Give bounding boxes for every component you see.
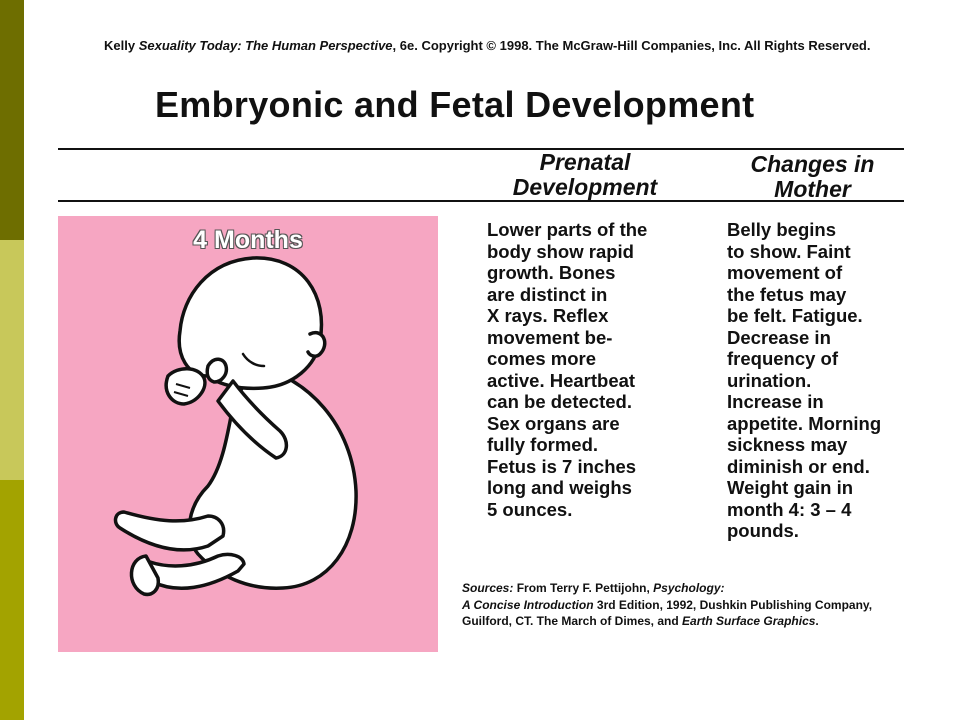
sources-end: . xyxy=(815,614,819,628)
sources-label: Sources: xyxy=(462,581,514,595)
sources-part2: 3rd Edition, 1992, Dushkin Publishing Company, Guilford, CT. The March of Dimes, and xyxy=(462,597,873,628)
copyright-line xyxy=(104,38,904,53)
sources-credit: Earth Surface Graphics xyxy=(682,614,816,628)
mother-heading-line1: Changes in xyxy=(750,151,875,177)
mother-changes-description: Belly begins to show. Faint movement of the fetus may be felt. Fatigue. Decrease in frequency of urination. Increase in appetite. Morning sickness may diminish or end. Weight gain in month 4: 3 – 4 pounds. xyxy=(727,219,882,541)
stage-label: 4 Months xyxy=(193,226,303,254)
fetus-image-panel xyxy=(58,216,438,652)
side-band-bottom xyxy=(0,480,24,720)
sources-book-title-b: A Concise Introduction xyxy=(462,597,594,612)
copyright-book-title: Sexuality Today: The Human Perspective xyxy=(138,38,393,53)
prenatal-description: Lower parts of the body show rapid growth. Bones are distinct in X rays. Reflex movement be- comes more active. Heartbeat can be detected. Sex organs are fully formed. Fetus is 7 inches long and weighs 5 ounces. xyxy=(487,219,648,520)
mother-column-heading xyxy=(715,152,910,202)
fetus-illustration-icon xyxy=(58,216,438,652)
mother-heading-line2: Mother xyxy=(774,176,851,202)
sources-citation xyxy=(462,580,902,630)
sources-book-title-a: Psychology: xyxy=(653,581,725,595)
page-title: Embryonic and Fetal Development xyxy=(155,84,755,125)
header-rule-top xyxy=(58,148,904,150)
side-band-middle xyxy=(0,240,24,480)
side-band-top xyxy=(0,0,24,240)
copyright-rest: , 6e. Copyright © 1998. The McGraw-Hill Companies, Inc. All Rights Reserved. xyxy=(392,38,871,53)
prenatal-heading-line1: Prenatal xyxy=(539,149,631,175)
prenatal-column-heading xyxy=(490,150,680,200)
sources-part1: From Terry F. Pettijohn, xyxy=(513,581,654,595)
prenatal-heading-line2: Development xyxy=(512,174,658,200)
copyright-author: Kelly xyxy=(104,38,136,53)
